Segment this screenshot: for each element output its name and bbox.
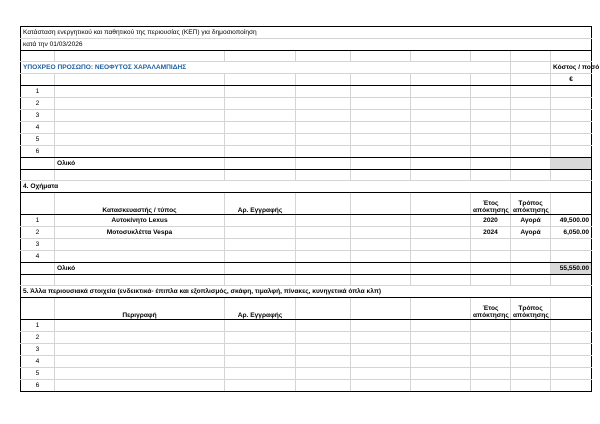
other-header-row xyxy=(21,298,592,320)
row-number: 5 xyxy=(21,134,55,146)
row-number: 3 xyxy=(21,344,55,356)
vehicle-registration[interactable] xyxy=(225,251,296,263)
vehicles-header-row xyxy=(21,193,592,215)
vehicle-make[interactable] xyxy=(55,251,225,263)
vehicle-method[interactable] xyxy=(511,251,551,263)
row-number: 3 xyxy=(21,239,55,251)
vehicle-cost[interactable]: 49,500.00 xyxy=(551,215,592,227)
row-number: 4 xyxy=(21,251,55,263)
column-header-method: Τρόπος απόκτησης xyxy=(511,193,551,215)
section-vehicles-title: 4. Οχήματα xyxy=(21,181,592,193)
table-row xyxy=(21,332,592,344)
vehicle-year[interactable]: 2024 xyxy=(471,227,511,239)
spreadsheet xyxy=(20,26,600,392)
vehicle-registration[interactable] xyxy=(225,239,296,251)
vehicle-registration[interactable] xyxy=(225,227,296,239)
table-row xyxy=(21,98,592,110)
total-row xyxy=(21,263,592,275)
table-row xyxy=(21,239,592,251)
table-row xyxy=(21,320,592,332)
vehicle-registration[interactable] xyxy=(225,215,296,227)
column-header-description: Περιγραφή xyxy=(55,298,225,320)
total-row xyxy=(21,158,592,170)
section-other-title: 5. Άλλα περιουσιακά στοιχεία (ενδεικτικά- έπιπλα και εξοπλισμός, σκάφη, τιμαλφή, πίνακες, κυνηγετικά όπλα κλπ) xyxy=(21,286,592,298)
total-value: 55,550.00 xyxy=(551,263,592,275)
table-row xyxy=(21,122,592,134)
vehicle-method[interactable] xyxy=(511,239,551,251)
table-row xyxy=(21,215,592,227)
kep-table xyxy=(20,26,600,392)
row-number: 2 xyxy=(21,332,55,344)
table-row xyxy=(21,86,592,98)
row-number: 1 xyxy=(21,86,55,98)
vehicle-make[interactable] xyxy=(55,239,225,251)
total-value xyxy=(551,158,592,170)
row-number: 4 xyxy=(21,122,55,134)
date-line: κατά την 01/03/2026 xyxy=(21,39,592,51)
table-row xyxy=(21,344,592,356)
row-number: 6 xyxy=(21,146,55,158)
row-number: 1 xyxy=(21,215,55,227)
table-row xyxy=(21,110,592,122)
vehicle-make[interactable]: Μοτοσυκλέττα Vespa xyxy=(55,227,225,239)
vehicle-year[interactable]: 2020 xyxy=(471,215,511,227)
document-title: Κατάσταση ενεργητικού και παθητικού της περιουσίας (ΚΕΠ) για δημοσιοποίηση xyxy=(21,27,592,39)
vehicle-cost[interactable]: 6,050.00 xyxy=(551,227,592,239)
table-row xyxy=(21,146,592,158)
vehicle-make[interactable]: Αυτοκίνητο Lexus xyxy=(55,215,225,227)
column-header-registration: Αρ. Εγγραφής xyxy=(225,193,296,215)
cost-header: Κόστος / ποσό xyxy=(551,62,592,74)
row-number: 2 xyxy=(21,98,55,110)
column-header-method: Τρόπος απόκτησης xyxy=(511,298,551,320)
table-row xyxy=(21,380,592,392)
table-row xyxy=(21,251,592,263)
vehicle-cost[interactable] xyxy=(551,239,592,251)
column-header-make: Κατασκευαστής / τύπος xyxy=(55,193,225,215)
table-row xyxy=(21,134,592,146)
column-header-registration: Αρ. Εγγραφής xyxy=(225,298,296,320)
vehicle-year[interactable] xyxy=(471,239,511,251)
table-row xyxy=(21,356,592,368)
row-number: 5 xyxy=(21,368,55,380)
currency-label: € xyxy=(551,74,592,86)
obligated-person: ΥΠΟΧΡΕΟ ΠΡΟΣΩΠΟ: ΝΕΟΦΥΤΟΣ ΧΑΡΑΛΑΜΠΙΔΗΣ xyxy=(21,62,511,74)
row-number: 2 xyxy=(21,227,55,239)
vehicle-method[interactable]: Αγορά xyxy=(511,227,551,239)
vehicle-year[interactable] xyxy=(471,251,511,263)
column-header-year: Έτος απόκτησης xyxy=(471,298,511,320)
row-number: 3 xyxy=(21,110,55,122)
table-row xyxy=(21,368,592,380)
vehicle-cost[interactable] xyxy=(551,251,592,263)
total-label: Ολικό xyxy=(55,263,225,275)
row-number: 6 xyxy=(21,380,55,392)
total-label: Ολικό xyxy=(55,158,225,170)
row-number: 4 xyxy=(21,356,55,368)
table-row xyxy=(21,227,592,239)
row-number: 1 xyxy=(21,320,55,332)
column-header-year: Έτος απόκτησης xyxy=(471,193,511,215)
vehicle-method[interactable]: Αγορά xyxy=(511,215,551,227)
